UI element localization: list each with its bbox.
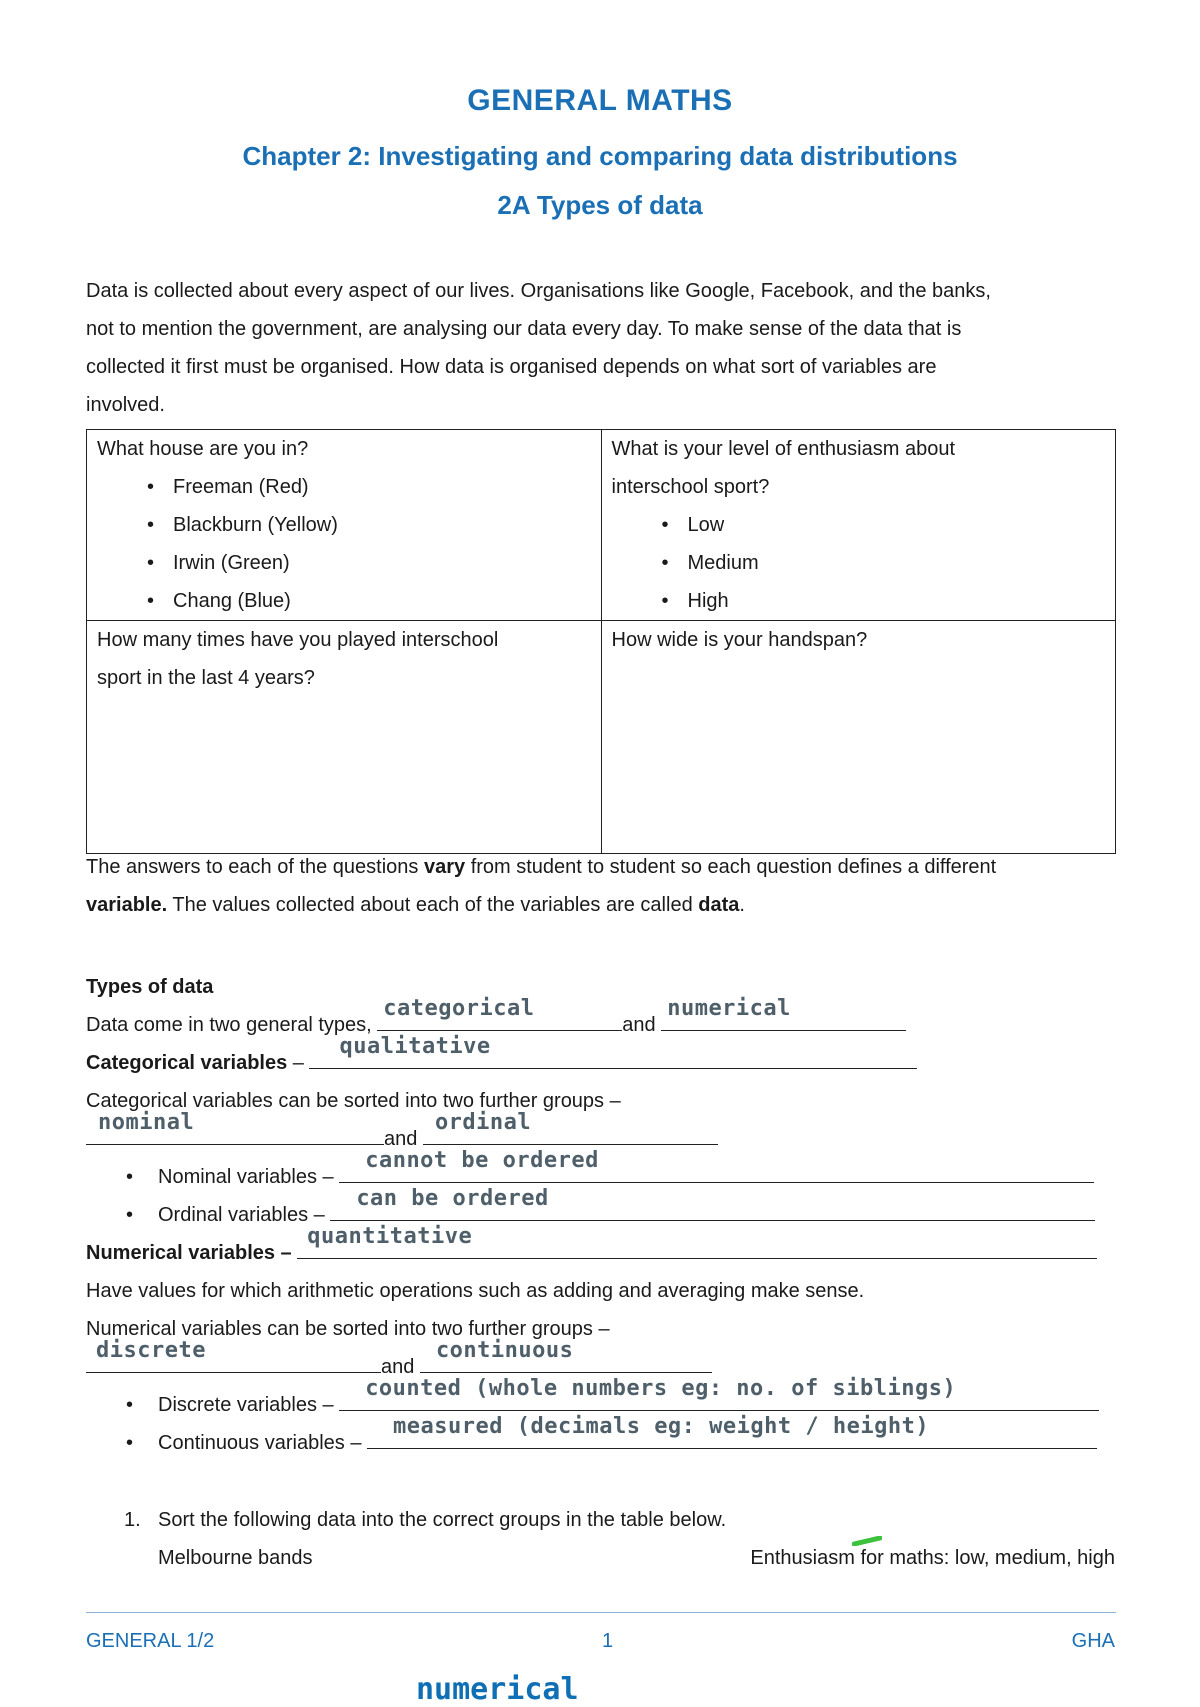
handwritten-answer: quantitative	[307, 1224, 473, 1249]
answer-blank	[309, 1034, 917, 1069]
handwritten-answer: can be ordered	[356, 1186, 549, 1211]
handwritten-answer: ordinal	[434, 1110, 532, 1135]
list-item: • Low	[662, 506, 1106, 544]
footer-school: GHA	[1071, 1630, 1115, 1652]
handwritten-answer: qualitative	[339, 1034, 491, 1059]
term-data: data	[698, 894, 740, 916]
exercise-instruction: Sort the following data into the correct groups in the table below.	[158, 1509, 727, 1531]
list-item: • High	[662, 582, 1106, 620]
term-variable: variable.	[86, 894, 168, 916]
intro-line: involved.	[86, 394, 165, 416]
question-cell-handspan	[601, 621, 1116, 854]
handwritten-answer: numerical	[667, 996, 791, 1021]
exercise-item-left: Melbourne bands	[158, 1547, 313, 1569]
categorical-groups-line: Categorical variables can be sorted into two further groups –	[86, 1090, 621, 1112]
question-cell-times-played	[87, 621, 602, 854]
green-highlight-mark	[852, 1536, 882, 1546]
section-title: 2A Types of data	[497, 190, 703, 220]
list-item: • Irwin (Green)	[147, 544, 591, 582]
question-house: What house are you in?	[97, 438, 309, 460]
question-times-played: How many times have you played interschool	[97, 629, 499, 651]
bottom-handwriting: numerical	[416, 1672, 579, 1707]
handwritten-answer: counted (whole numbers eg: no. of siblings)	[365, 1376, 957, 1401]
numerical-variables-line: Numerical variables – quantitative	[86, 1234, 1097, 1272]
categorical-variables-line: Categorical variables – qualitative	[86, 1044, 917, 1082]
types-heading: Types of data	[86, 976, 214, 998]
categorical-groups-answers: nominal and ordinal	[86, 1120, 718, 1158]
intro-paragraph	[86, 272, 991, 424]
numerical-groups-line: Numerical variables can be sorted into two further groups –	[86, 1318, 610, 1340]
house-options	[97, 468, 591, 620]
answer-blank	[661, 996, 906, 1031]
handwritten-answer: discrete	[96, 1338, 206, 1363]
ordinal-definition-line: • Ordinal variables – can be ordered	[126, 1196, 1095, 1234]
term-vary: vary	[423, 856, 466, 878]
list-item: • Medium	[662, 544, 1106, 582]
handwritten-answer: cannot be ordered	[365, 1148, 599, 1173]
general-types-line: Data come in two general types, categorical and numerical	[86, 1006, 906, 1044]
question-enthusiasm-cont: interschool sport?	[611, 476, 770, 498]
handwritten-answer: continuous	[435, 1338, 574, 1363]
footer-course: GENERAL 1/2	[86, 1630, 215, 1652]
list-item: • Freeman (Red)	[147, 468, 591, 506]
survey-questions-table	[86, 429, 1116, 854]
question-cell-enthusiasm	[601, 430, 1116, 621]
list-item: • Chang (Blue)	[147, 582, 591, 620]
handwritten-answer: measured (decimals eg: weight / height)	[393, 1414, 930, 1439]
variable-explanation-line2: variable. The values collected about each of the variables are called data.	[86, 894, 745, 916]
discrete-definition-line: • Discrete variables – counted (whole numbers eg: no. of siblings)	[126, 1386, 1099, 1424]
page-title: GENERAL MATHS	[467, 84, 733, 117]
chapter-title: Chapter 2: Investigating and comparing data distributions	[242, 141, 958, 171]
intro-line: Data is collected about every aspect of our lives. Organisations like Google, Facebook, and the banks,	[86, 280, 991, 302]
intro-line: collected it first must be organised. How data is organised depends on what sort of variables are	[86, 356, 937, 378]
answer-blank	[297, 1224, 1097, 1259]
continuous-definition-line: • Continuous variables – measured (decimals eg: weight / height)	[126, 1424, 1097, 1462]
footer-divider	[86, 1612, 1116, 1613]
intro-line: not to mention the government, are analysing our data every day. To make sense of the data that is	[86, 318, 962, 340]
question-times-played-cont: sport in the last 4 years?	[97, 667, 315, 689]
exercise-number: 1.	[124, 1509, 141, 1531]
nominal-definition-line: • Nominal variables – cannot be ordered	[126, 1158, 1094, 1196]
question-cell-house	[87, 430, 602, 621]
list-item: • Blackburn (Yellow)	[147, 506, 591, 544]
exercise-item-right: Enthusiasm for maths: low, medium, high	[750, 1547, 1115, 1569]
enthusiasm-options	[612, 506, 1106, 620]
handwritten-answer: categorical	[383, 996, 535, 1021]
numerical-description: Have values for which arithmetic operations such as adding and averaging make sense.	[86, 1280, 865, 1302]
handwritten-answer: nominal	[98, 1110, 195, 1135]
question-enthusiasm: What is your level of enthusiasm about	[611, 438, 956, 460]
footer-page-number: 1	[602, 1630, 614, 1652]
variable-explanation-line1: The answers to each of the questions vary from student to student so each question defines a different	[86, 856, 997, 878]
question-handspan: How wide is your handspan?	[611, 629, 868, 651]
numerical-groups-answers: discrete and continuous	[86, 1348, 712, 1386]
